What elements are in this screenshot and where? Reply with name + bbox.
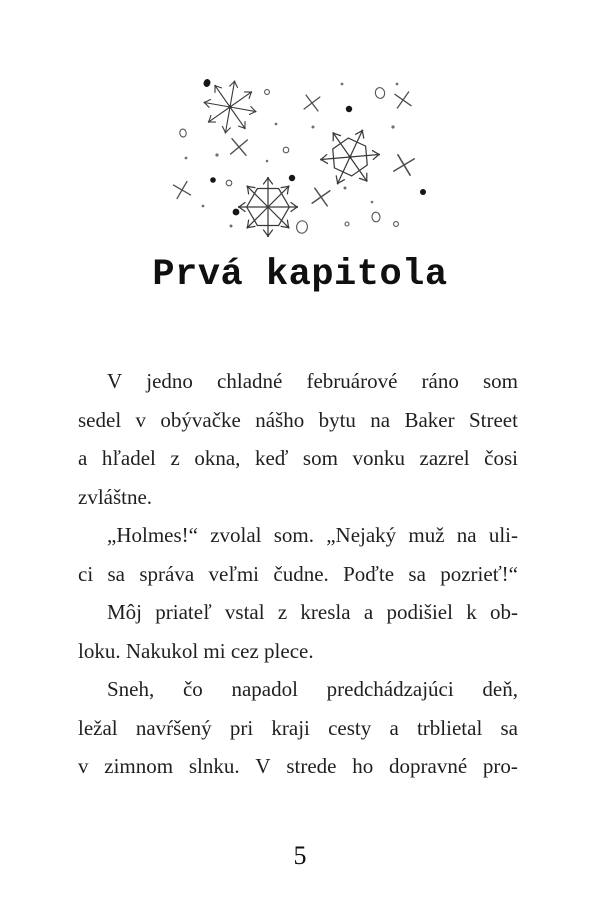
cross-doodles: [173, 92, 414, 206]
page-number: 5: [293, 841, 307, 870]
snowflakes-doodle-illustration: [0, 0, 600, 250]
text-line: a hľadel z okna, keď som vonku zazrel čosi: [78, 446, 518, 470]
text-line: V jedno chladné februárové ráno som: [107, 369, 518, 393]
text-line: ci sa správa veľmi čudne. Poďte sa pozrieť!“: [78, 561, 518, 586]
snowflake-icon: [199, 76, 261, 138]
text-line: zvláštne.: [78, 484, 153, 509]
text-line: v zimnom slnku. V strede ho dopravné pro-: [78, 754, 518, 778]
text-line: Sneh, čo napadol predchádzajúci deň,: [107, 677, 518, 701]
dot-doodles: [202, 78, 426, 215]
text-line: Môj priateľ vstal z kresla a podišiel k ob-: [107, 600, 518, 624]
body-text: [78, 362, 518, 786]
text-line: sedel v obývačke nášho bytu na Baker Street: [78, 407, 518, 432]
ring-doodles: [179, 87, 398, 234]
snowflake-icon: [238, 177, 298, 237]
text-line: loku. Nakukol mi cez plece.: [78, 638, 314, 663]
text-line: „Holmes!“ zvolal som. „Nejaký muž na uli-: [107, 523, 518, 547]
chapter-title: Prvá kapitola: [152, 254, 448, 296]
speck-doodles: [185, 83, 399, 228]
text-line: ležal navŕšený pri kraji cesty a trblietal sa: [78, 715, 518, 740]
snowflake-icon: [312, 118, 389, 197]
